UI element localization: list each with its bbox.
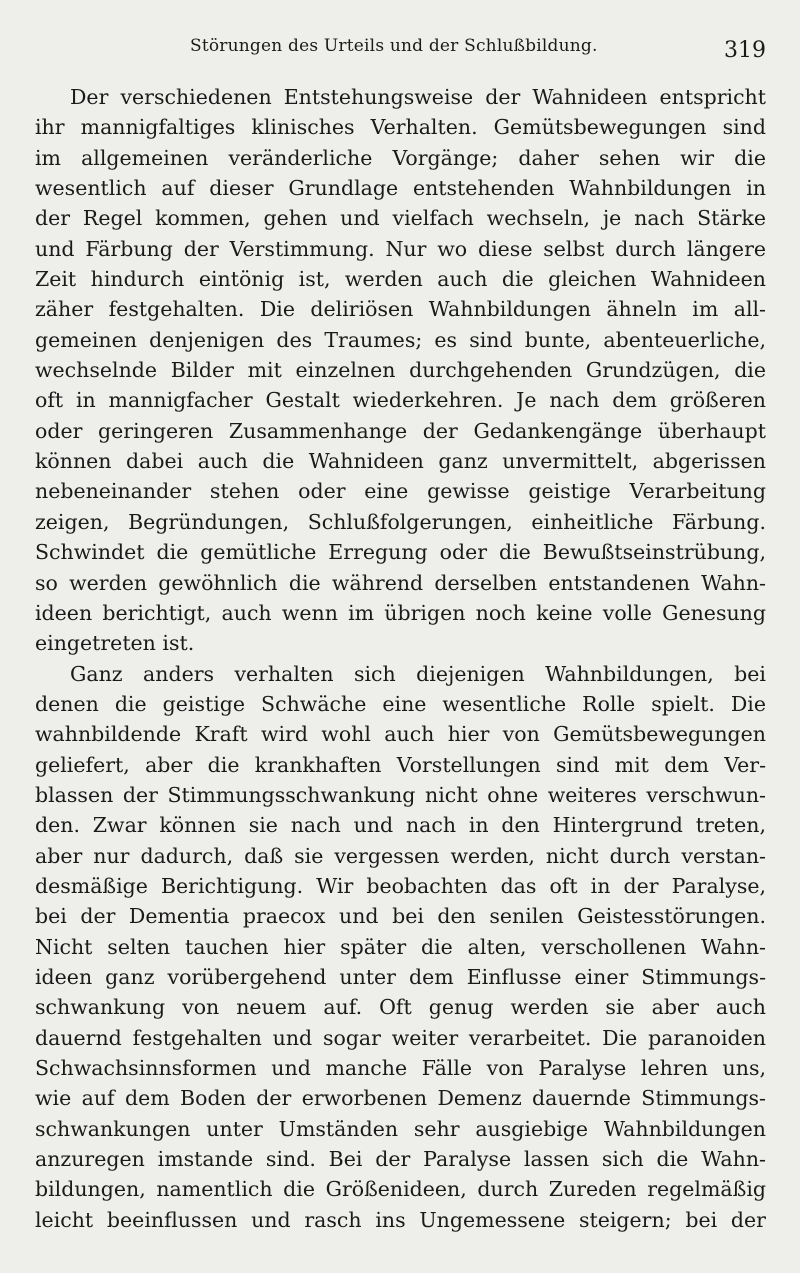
text-line: zeigen, Begründungen, Schlußfolgerungen, einheitliche Färbung. <box>35 509 766 534</box>
text-line: wechselnde Bilder mit einzelnen durchgehenden Grundzügen, die <box>35 358 766 383</box>
body-text <box>35 82 766 1235</box>
text-line: der Regel kommen, gehen und vielfach wechseln, je nach Stärke <box>35 206 766 231</box>
running-head: Störungen des Urteils und der Schlußbildung. <box>190 36 598 56</box>
text-line: ihr mannigfaltiges klinisches Verhalten. Gemütsbewegungen sind <box>35 115 766 140</box>
text-line: blassen der Stimmungsschwankung nicht ohne weiteres verschwun- <box>35 782 766 807</box>
text-line: Zeit hindurch eintönig ist, werden auch die gleichen Wahnideen <box>35 267 766 292</box>
text-line: leicht beeinflussen und rasch ins Ungemessene steigern; bei der <box>35 1207 766 1232</box>
text-line: Nicht selten tauchen hier später die alten, verschollenen Wahn- <box>35 934 766 959</box>
text-line: wie auf dem Boden der erworbenen Demenz dauernde Stimmungs- <box>35 1086 766 1111</box>
text-line: schwankung von neuem auf. Oft genug werden sie aber auch <box>35 995 766 1020</box>
text-line: so werden gewöhnlich die während derselben entstandenen Wahn- <box>35 570 766 595</box>
text-line: im allgemeinen veränderliche Vorgänge; daher sehen wir die <box>35 145 766 170</box>
text-line: denen die geistige Schwäche eine wesentliche Rolle spielt. Die <box>35 691 766 716</box>
text-line: Schwindet die gemütliche Erregung oder die Bewußtseinstrübung, <box>35 540 766 565</box>
text-line: bei der Dementia praecox und bei den senilen Geistesstörungen. <box>35 904 766 929</box>
text-line: oder geringeren Zusammenhange der Gedankengänge überhaupt <box>35 418 766 443</box>
text-line: ideen berichtigt, auch wenn im übrigen noch keine volle Genesung <box>35 600 766 625</box>
text-line: dauernd festgehalten und sogar weiter verarbeitet. Die paranoiden <box>35 1025 766 1050</box>
page-number: 319 <box>724 38 766 63</box>
text-line: Der verschiedenen Entstehungsweise der Wahnideen entspricht <box>70 85 766 109</box>
text-line: den. Zwar können sie nach und nach in den Hintergrund treten, <box>35 813 766 838</box>
text-line: Ganz anders verhalten sich diejenigen Wahnbildungen, bei <box>70 661 766 686</box>
text-line: oft in mannigfacher Gestalt wiederkehren. Je nach dem größeren <box>35 388 766 413</box>
text-line: zäher festgehalten. Die deliriösen Wahnbildungen ähneln im all- <box>35 297 766 322</box>
text-line: bildungen, namentlich die Größenideen, durch Zureden regelmäßig <box>35 1177 766 1202</box>
text-line: Schwachsinnsformen und manche Fälle von Paralyse lehren uns, <box>35 1056 766 1080</box>
text-line: eingetreten ist. <box>35 631 195 656</box>
page-header <box>0 30 800 64</box>
text-line: gemeinen denjenigen des Traumes; es sind bunte, abenteuerliche, <box>35 327 766 352</box>
text-line: anzuregen imstande sind. Bei der Paralyse lassen sich die Wahn- <box>35 1147 766 1172</box>
text-line: wahnbildende Kraft wird wohl auch hier von Gemütsbewegungen <box>35 722 766 747</box>
text-line: schwankungen unter Umständen sehr ausgiebige Wahnbildungen <box>35 1116 766 1141</box>
text-line: geliefert, aber die krankhaften Vorstellungen sind mit dem Ver- <box>35 752 766 777</box>
text-line: wesentlich auf dieser Grundlage entstehenden Wahnbildungen in <box>35 176 766 201</box>
text-line: desmäßige Berichtigung. Wir beobachten das oft in der Paralyse, <box>35 873 766 898</box>
text-line: nebeneinander stehen oder eine gewisse geistige Verarbeitung <box>35 479 766 504</box>
text-line: und Färbung der Verstimmung. Nur wo diese selbst durch längere <box>35 236 766 261</box>
text-line: können dabei auch die Wahnideen ganz unvermittelt, abgerissen <box>35 449 766 474</box>
text-line: aber nur dadurch, daß sie vergessen werden, nicht durch verstan- <box>35 843 766 868</box>
text-line: ideen ganz vorübergehend unter dem Einflusse einer Stimmungs- <box>35 964 766 989</box>
